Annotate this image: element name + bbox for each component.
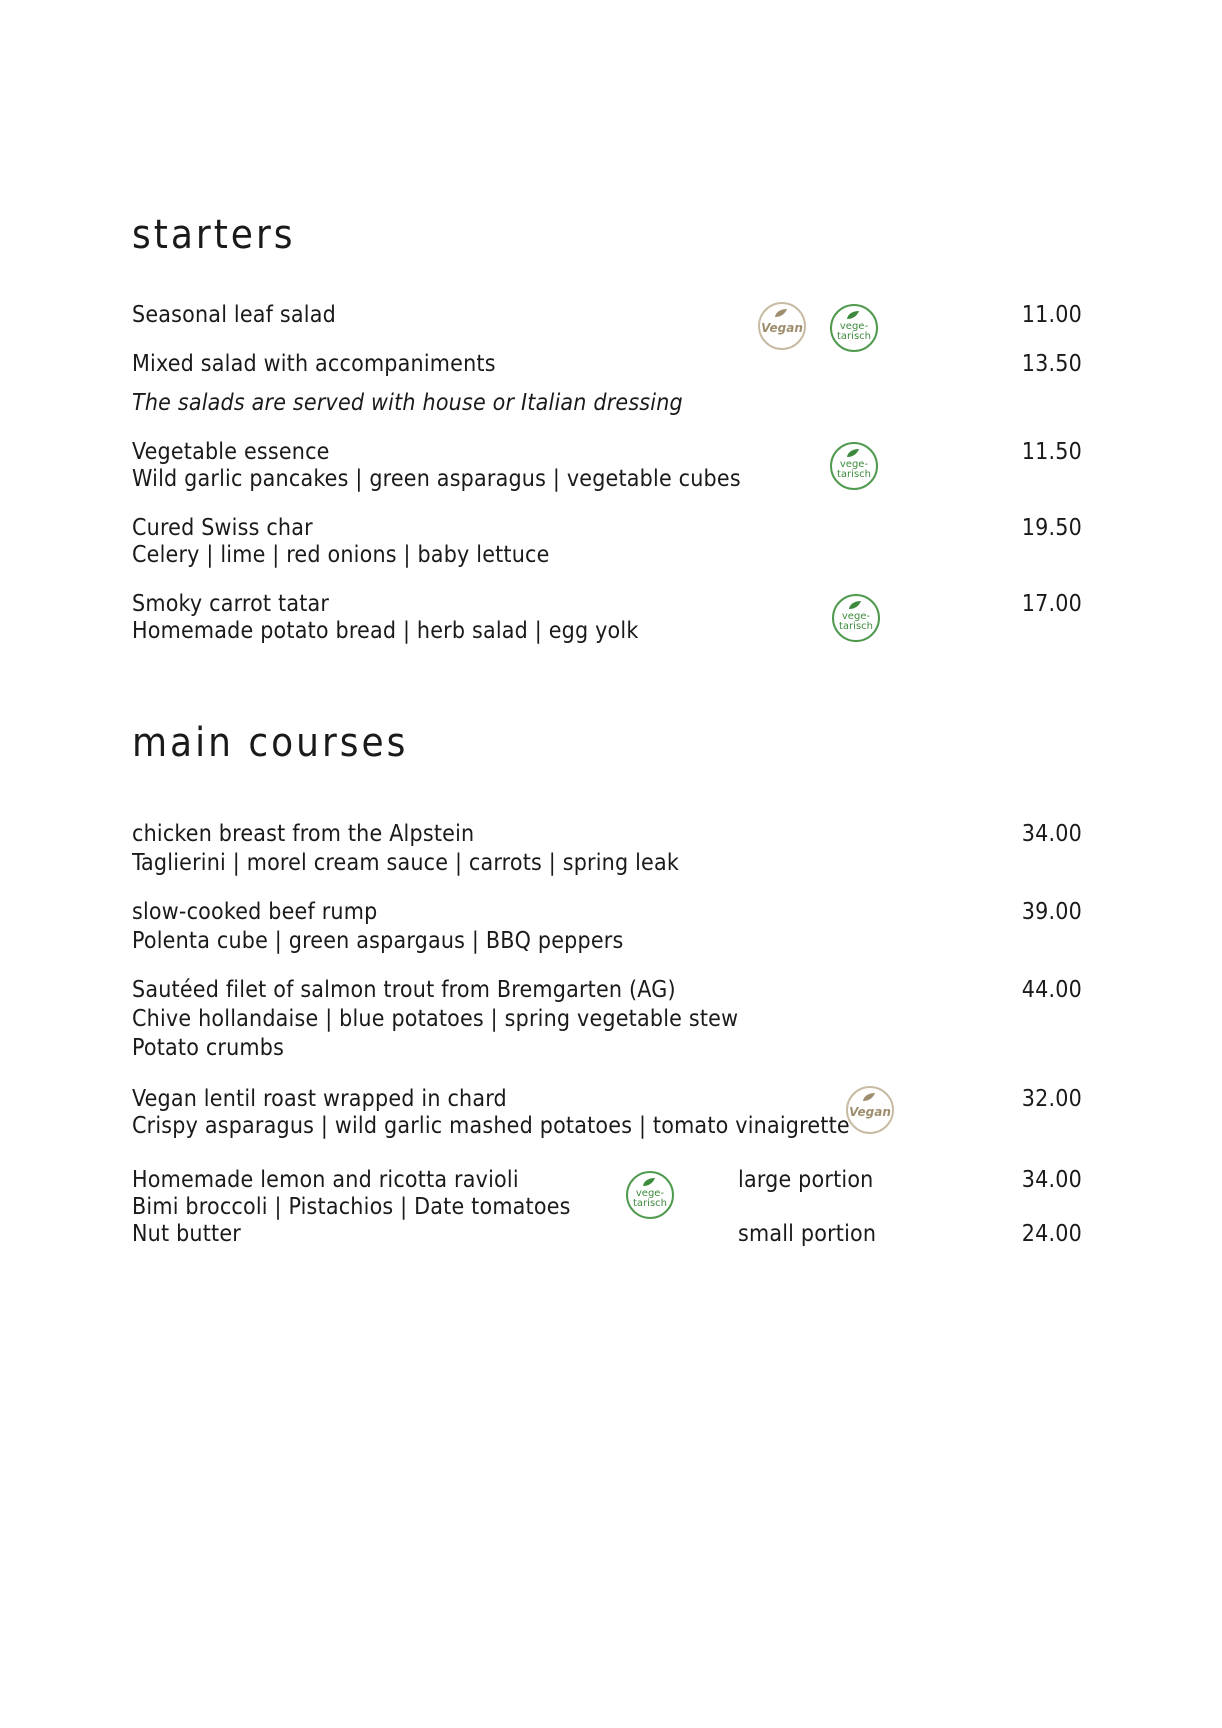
dish-description: Taglierini | morel cream sauce | carrots | spring leak bbox=[132, 850, 680, 876]
leaf-icon bbox=[642, 1177, 656, 1187]
dish-price: 17.00 bbox=[1021, 591, 1082, 617]
dish-name: Mixed salad with accompaniments bbox=[132, 351, 496, 377]
leaf-icon bbox=[846, 448, 860, 458]
vegetarian-badge: vege- tarisch bbox=[832, 594, 880, 642]
dish-name: Sautéed filet of salmon trout from Bremgarten (AG) bbox=[132, 977, 676, 1003]
dish-name: Vegan lentil roast wrapped in chard bbox=[132, 1086, 507, 1112]
vegetarian-badge: vege- tarisch bbox=[830, 304, 878, 352]
dish-description: Wild garlic pancakes | green asparagus | vegetable cubes bbox=[132, 466, 741, 492]
dish-name: chicken breast from the Alpstein bbox=[132, 821, 475, 847]
section-title-main-courses: main courses bbox=[132, 720, 409, 766]
dish-price: 19.50 bbox=[1021, 515, 1082, 541]
leaf-icon bbox=[848, 600, 862, 610]
dish-description: Chive hollandaise | blue potatoes | spring vegetable stew bbox=[132, 1006, 739, 1032]
dish-name: Cured Swiss char bbox=[132, 515, 313, 541]
dish-name: slow-cooked beef rump bbox=[132, 899, 378, 925]
dish-name: Seasonal leaf salad bbox=[132, 302, 336, 328]
dish-name: Homemade lemon and ricotta ravioli bbox=[132, 1167, 519, 1193]
dish-description: Potato crumbs bbox=[132, 1035, 285, 1061]
vegan-badge: Vegan bbox=[758, 302, 806, 350]
vegan-badge: Vegan bbox=[846, 1086, 894, 1134]
dish-description: Homemade potato bread | herb salad | egg yolk bbox=[132, 618, 639, 644]
portion-label-small: small portion bbox=[738, 1221, 877, 1247]
section-title-starters: starters bbox=[132, 212, 296, 258]
dish-price: 11.00 bbox=[1021, 302, 1082, 328]
dish-price: 34.00 bbox=[1021, 1167, 1082, 1193]
dish-price: 39.00 bbox=[1021, 899, 1082, 925]
dish-price: 32.00 bbox=[1021, 1086, 1082, 1112]
dish-name: Vegetable essence bbox=[132, 439, 330, 465]
dish-description: Celery | lime | red onions | baby lettuce bbox=[132, 542, 550, 568]
dish-description: Bimi broccoli | Pistachios | Date tomatoes bbox=[132, 1194, 571, 1220]
leaf-icon bbox=[862, 1092, 876, 1102]
leaf-icon bbox=[774, 308, 788, 318]
dish-description: Nut butter bbox=[132, 1221, 241, 1247]
dish-price: 24.00 bbox=[1021, 1221, 1082, 1247]
leaf-icon bbox=[846, 310, 860, 320]
salad-note: The salads are served with house or Italian dressing bbox=[132, 390, 683, 416]
vegetarian-badge: vege- tarisch bbox=[626, 1171, 674, 1219]
dish-price: 34.00 bbox=[1021, 821, 1082, 847]
vegetarian-badge: vege- tarisch bbox=[830, 442, 878, 490]
dish-price: 11.50 bbox=[1021, 439, 1082, 465]
dish-price: 44.00 bbox=[1021, 977, 1082, 1003]
dish-name: Smoky carrot tatar bbox=[132, 591, 330, 617]
portion-label-large: large portion bbox=[738, 1167, 874, 1193]
dish-description: Crispy asparagus | wild garlic mashed potatoes | tomato vinaigrette bbox=[132, 1113, 850, 1139]
dish-price: 13.50 bbox=[1021, 351, 1082, 377]
dish-description: Polenta cube | green aspargaus | BBQ peppers bbox=[132, 928, 624, 954]
